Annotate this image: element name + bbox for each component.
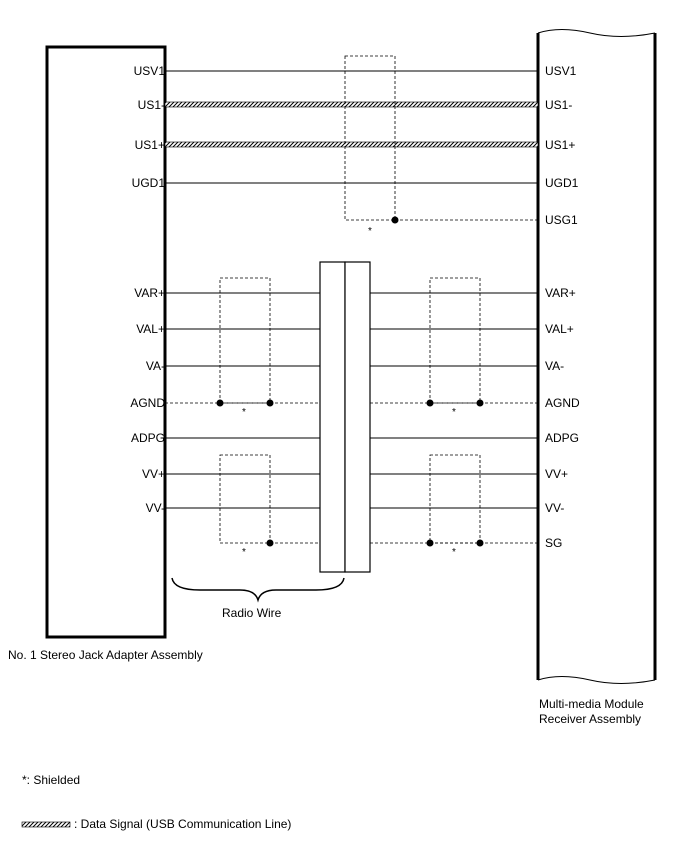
left-pin-adpg: ADPG: [130, 431, 165, 445]
left-pin-agnd: AGND: [130, 396, 165, 410]
audio-shield-left: [220, 278, 270, 403]
left-pin-var-plus: VAR+: [134, 286, 165, 300]
right-component-name-line2: Receiver Assembly: [539, 712, 642, 726]
shield-marker-audio-right: *: [452, 407, 456, 418]
shield-marker-audio-left: *: [242, 407, 246, 418]
right-component-name-line1: Multi-media Module: [539, 697, 644, 711]
right-pin-us1-plus: US1+: [545, 138, 576, 152]
left-pin-va-minus: VA-: [145, 359, 165, 373]
radio-wire-brace: [172, 578, 344, 600]
right-pin-val-plus: VAL+: [545, 322, 574, 336]
right-pin-adpg: ADPG: [545, 431, 580, 445]
left-component-name: No. 1 Stereo Jack Adapter Assembly: [8, 648, 203, 662]
right-pin-usg1: USG1: [545, 213, 578, 227]
right-pin-var-plus: VAR+: [545, 286, 576, 300]
wire-us1-minus: [165, 102, 538, 107]
usb-shield: [345, 56, 395, 220]
receiver-assembly-box: [538, 30, 655, 684]
left-pin-us1-plus: US1+: [134, 138, 165, 152]
right-pin-us1-minus: US1-: [545, 98, 573, 112]
right-pin-agnd: AGND: [545, 396, 580, 410]
data-signal-legend-swatch: [22, 822, 70, 827]
left-pin-vv-minus: VV-: [145, 501, 165, 515]
wire-us1-plus: [165, 142, 538, 147]
left-pin-usv1: USV1: [133, 64, 165, 78]
shield-marker-video-right: *: [452, 547, 456, 558]
junction-connector: [320, 262, 370, 572]
left-pin-val-plus: VAL+: [136, 322, 165, 336]
right-pin-sg: SG: [545, 536, 563, 550]
left-pin-ugd1: UGD1: [131, 176, 165, 190]
legend-data-signal: : Data Signal (USB Communication Line): [74, 817, 292, 831]
right-pin-va-minus: VA-: [545, 359, 565, 373]
audio-shield-right: [430, 278, 480, 403]
right-pin-vv-plus: VV+: [545, 467, 569, 481]
right-pin-usv1: USV1: [545, 64, 577, 78]
video-shield-right: [430, 455, 480, 543]
video-shield-left: [220, 455, 270, 543]
left-pin-us1-minus: US1-: [137, 98, 165, 112]
right-pin-ugd1: UGD1: [545, 176, 579, 190]
shield-marker-usb: *: [368, 226, 372, 237]
stereo-jack-adapter-box: [47, 47, 165, 637]
radio-wire-label: Radio Wire: [222, 606, 282, 620]
right-pin-vv-minus: VV-: [545, 501, 565, 515]
legend-shielded: *: Shielded: [22, 773, 81, 787]
shield-marker-video-left: *: [242, 547, 246, 558]
left-pin-vv-plus: VV+: [141, 467, 165, 481]
